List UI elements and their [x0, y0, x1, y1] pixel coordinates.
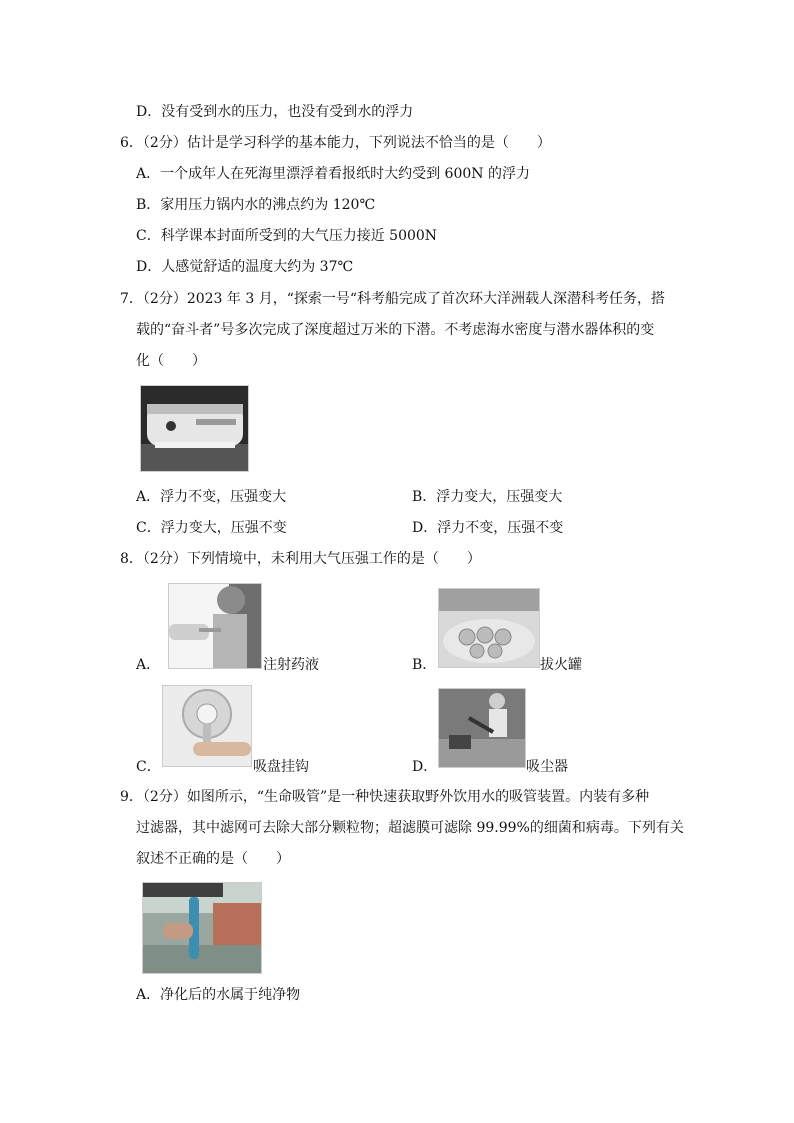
vacuum-cleaner-image: [438, 688, 526, 768]
q9-stem-line3: 叙述不正确的是（ ）: [136, 851, 290, 867]
q8-option-b-label: 拔火罐: [540, 657, 582, 673]
submersible-image: [140, 385, 249, 472]
q6-option-b: B．家用压力锅内水的沸点约为 120℃: [136, 197, 376, 213]
q7-stem-line3: 化（ ）: [136, 353, 206, 369]
q8-option-b-letter: B．: [412, 657, 437, 673]
q6-stem: 6．（2分）估计是学习科学的基本能力，下列说法不恰当的是（ ）: [120, 135, 551, 151]
q7-option-d: D．浮力不变，压强不变: [412, 520, 564, 536]
q7-stem-line1: 7．（2分）2023 年 3 月，“探索一号“科考船完成了首次环大洋洲载人深潜科考任务，搭: [120, 291, 666, 307]
q5-option-d: D．没有受到水的压力，也没有受到水的浮力: [136, 104, 414, 120]
suction-hook-illustration: [163, 686, 251, 766]
q9-stem-line2: 过滤器，其中滤网可去除大部分颗粒物；超滤膜可滤除 99.99%的细菌和病毒。下列有关: [136, 820, 684, 836]
submersible-illustration: [141, 386, 248, 471]
life-straw-illustration: [143, 883, 261, 973]
q7-option-a: A．浮力不变，压强变大: [136, 489, 287, 505]
q8-option-d-label: 吸尘器: [526, 759, 568, 775]
injection-illustration: [169, 584, 261, 668]
life-straw-image: [142, 882, 262, 974]
q8-option-a-label: 注射药液: [263, 657, 319, 673]
q6-option-a: A．一个成年人在死海里漂浮着看报纸时大约受到 600N 的浮力: [136, 166, 530, 182]
q6-option-c: C．科学课本封面所受到的大气压力接近 5000N: [136, 228, 438, 244]
q7-option-b: B．浮力变大，压强变大: [412, 489, 563, 505]
suction-hook-image: [162, 685, 252, 767]
q9-stem-line1: 9．（2分）如图所示，“生命吸管”是一种快速获取野外饮用水的吸管装置。内装有多种: [120, 789, 650, 805]
q7-stem-line2: 载的“奋斗者”号多次完成了深度超过万米的下潜。不考虑海水密度与潜水器体积的变: [136, 322, 655, 338]
q8-option-d-letter: D．: [412, 759, 438, 775]
cupping-illustration: [439, 589, 539, 667]
q8-stem: 8．（2分）下列情境中，未利用大气压强工作的是（ ）: [120, 551, 481, 567]
injection-image: [168, 583, 262, 669]
cupping-image: [438, 588, 540, 668]
q7-option-c: C．浮力变大，压强不变: [136, 520, 287, 536]
vacuum-cleaner-illustration: [439, 689, 525, 767]
q8-option-c-label: 吸盘挂钩: [253, 759, 309, 775]
q8-option-c-letter: C．: [136, 759, 161, 775]
q6-option-d: D．人感觉舒适的温度大约为 37℃: [136, 259, 354, 275]
q8-option-a-letter: A．: [136, 657, 161, 673]
q9-option-a: A．净化后的水属于纯净物: [136, 987, 301, 1003]
